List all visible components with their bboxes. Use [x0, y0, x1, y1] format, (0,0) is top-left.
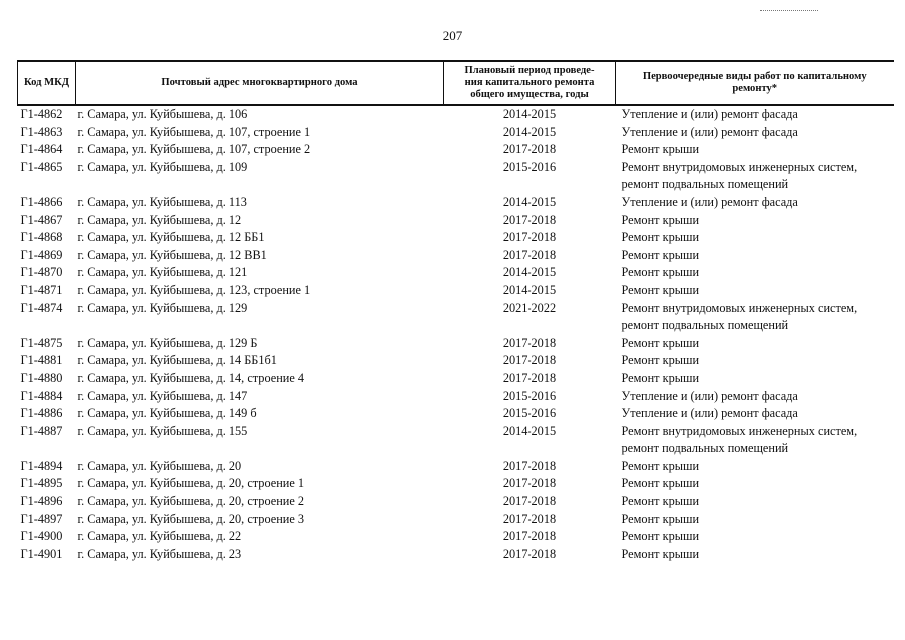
table-row — [18, 370, 894, 388]
header-row — [18, 61, 894, 105]
row-period: 2014-2015 — [502, 194, 557, 209]
row-address: г. Самара, ул. Куйбышева, д. 123, строение 1 — [77, 282, 311, 297]
table-body — [18, 105, 894, 563]
table-row — [18, 475, 894, 493]
row-period: 2017-2018 — [502, 476, 557, 491]
row-works — [616, 370, 894, 388]
row-works — [616, 475, 894, 493]
row-code: Г1-4862 — [20, 107, 63, 121]
row-works-line: Утепление и (или) ремонт фасада — [621, 124, 798, 139]
row-works — [616, 458, 894, 476]
row-code: Г1-4864 — [20, 142, 63, 157]
row-address: г. Самара, ул. Куйбышева, д. 149 б — [77, 406, 257, 421]
row-period: 2017-2018 — [502, 370, 557, 385]
row-works-line: Ремонт внутридомовых инженерных систем, — [621, 300, 858, 315]
row-works — [616, 141, 894, 159]
table-row — [18, 300, 894, 335]
scan-mark — [760, 10, 818, 11]
row-works-line: Утепление и (или) ремонт фасада — [621, 406, 798, 421]
row-address: г. Самара, ул. Куйбышева, д. 20, строение 3 — [77, 511, 305, 526]
capital-repair-table — [17, 60, 894, 563]
header-period-line: общего имущества, годы — [470, 89, 589, 100]
table-row — [18, 458, 894, 476]
row-works-line: Утепление и (или) ремонт фасада — [621, 107, 798, 121]
page-number: 207 — [442, 28, 463, 43]
row-period: 2017-2018 — [502, 247, 557, 262]
row-period: 2017-2018 — [502, 546, 557, 561]
row-works-line: Ремонт крыши — [621, 230, 700, 245]
row-period: 2017-2018 — [502, 511, 557, 526]
row-address: г. Самара, ул. Куйбышева, д. 155 — [77, 423, 248, 438]
row-code: Г1-4865 — [20, 159, 63, 174]
row-period: 2017-2018 — [502, 458, 557, 473]
table-row — [18, 335, 894, 353]
row-period: 2014-2015 — [502, 124, 557, 139]
row-address: г. Самара, ул. Куйбышева, д. 113 — [77, 194, 247, 209]
row-period: 2021-2022 — [502, 300, 557, 315]
row-period: 2015-2016 — [502, 406, 557, 421]
row-address: г. Самара, ул. Куйбышева, д. 106 — [77, 107, 248, 121]
row-works-line: ремонт подвальных помещений — [621, 318, 789, 333]
table-row — [18, 124, 894, 142]
row-address: г. Самара, ул. Куйбышева, д. 12 ВВ1 — [77, 247, 267, 262]
header-works-line: Первоочередные виды работ по капитальному — [642, 71, 867, 82]
header-period-line: Плановый период проведе- — [464, 65, 595, 76]
row-period: 2014-2015 — [502, 282, 557, 297]
row-code: Г1-4895 — [20, 476, 63, 491]
row-code: Г1-4870 — [20, 265, 63, 280]
row-works — [616, 264, 894, 282]
row-period: 2015-2016 — [502, 388, 557, 403]
table-row — [18, 528, 894, 546]
row-works-line: Ремонт крыши — [621, 529, 700, 544]
row-address: г. Самара, ул. Куйбышева, д. 20, строение 1 — [77, 476, 305, 491]
row-code: Г1-4868 — [20, 230, 63, 245]
row-code: Г1-4901 — [20, 546, 63, 561]
table-row — [18, 511, 894, 529]
row-period: 2017-2018 — [502, 212, 557, 227]
row-code: Г1-4871 — [20, 282, 63, 297]
row-address: г. Самара, ул. Куйбышева, д. 109 — [77, 159, 248, 174]
row-address: г. Самара, ул. Куйбышева, д. 14 ББ1б1 — [77, 353, 277, 368]
row-period: 2017-2018 — [502, 230, 557, 245]
table-row — [18, 105, 894, 124]
header-period-line: ния капитального ремонта — [464, 77, 595, 88]
table-row — [18, 159, 894, 194]
row-address: г. Самара, ул. Куйбышева, д. 22 — [77, 529, 242, 544]
table-row — [18, 282, 894, 300]
row-code: Г1-4894 — [20, 458, 63, 473]
row-address: г. Самара, ул. Куйбышева, д. 107, строение 1 — [77, 124, 311, 139]
row-works — [616, 546, 894, 564]
row-period: 2017-2018 — [502, 142, 557, 157]
row-works-line: ремонт подвальных помещений — [621, 441, 789, 456]
row-period: 2014-2015 — [502, 107, 557, 121]
table-row — [18, 388, 894, 406]
row-works — [616, 528, 894, 546]
table-row — [18, 423, 894, 458]
table-row — [18, 493, 894, 511]
row-period: 2014-2015 — [502, 265, 557, 280]
header-address: Почтовый адрес многоквартирного дома — [76, 61, 444, 105]
row-works-line: Ремонт крыши — [621, 476, 700, 491]
row-works — [616, 212, 894, 230]
row-code: Г1-4866 — [20, 194, 63, 209]
row-works-line: Ремонт крыши — [621, 282, 700, 297]
row-works-line: Ремонт внутридомовых инженерных систем, — [621, 159, 858, 174]
row-works — [616, 511, 894, 529]
row-address: г. Самара, ул. Куйбышева, д. 147 — [77, 388, 248, 403]
row-works-line: Ремонт крыши — [621, 142, 700, 157]
row-address: г. Самара, ул. Куйбышева, д. 12 ББ1 — [77, 230, 265, 245]
row-code: Г1-4887 — [20, 423, 63, 438]
header-period — [444, 61, 616, 105]
table-row — [18, 229, 894, 247]
row-period: 2017-2018 — [502, 529, 557, 544]
row-works — [616, 282, 894, 300]
row-period: 2017-2018 — [502, 353, 557, 368]
row-code: Г1-4874 — [20, 300, 63, 315]
row-address: г. Самара, ул. Куйбышева, д. 20 — [77, 458, 242, 473]
row-period: 2014-2015 — [502, 423, 557, 438]
row-works-line: Ремонт крыши — [621, 458, 700, 473]
row-works-line: Ремонт крыши — [621, 247, 700, 262]
row-works — [616, 124, 894, 142]
row-works — [616, 493, 894, 511]
row-works-line: Ремонт крыши — [621, 353, 700, 368]
table-row — [18, 405, 894, 423]
row-address: г. Самара, ул. Куйбышева, д. 129 Б — [77, 335, 258, 350]
row-code: Г1-4869 — [20, 247, 63, 262]
row-address: г. Самара, ул. Куйбышева, д. 107, строение 2 — [77, 142, 311, 157]
row-code: Г1-4900 — [20, 529, 63, 544]
row-works — [616, 194, 894, 212]
row-code: Г1-4867 — [20, 212, 63, 227]
row-works-line: ремонт подвальных помещений — [621, 177, 789, 192]
row-works — [616, 405, 894, 423]
row-address: г. Самара, ул. Куйбышева, д. 23 — [77, 546, 242, 561]
row-period: 2015-2016 — [502, 159, 557, 174]
table-row — [18, 194, 894, 212]
row-code: Г1-4880 — [20, 370, 63, 385]
row-works-line: Утепление и (или) ремонт фасада — [621, 194, 798, 209]
row-works — [616, 352, 894, 370]
row-code: Г1-4896 — [20, 494, 63, 509]
row-period: 2017-2018 — [502, 335, 557, 350]
row-works-line: Ремонт крыши — [621, 212, 700, 227]
row-code: Г1-4875 — [20, 335, 63, 350]
table-row — [18, 247, 894, 265]
header-works-line: ремонту* — [732, 83, 778, 94]
row-works-line: Ремонт внутридомовых инженерных систем, — [621, 423, 858, 438]
row-address: г. Самара, ул. Куйбышева, д. 121 — [77, 265, 248, 280]
row-address: г. Самара, ул. Куйбышева, д. 129 — [77, 300, 248, 315]
row-code: Г1-4881 — [20, 353, 63, 368]
row-address: г. Самара, ул. Куйбышева, д. 14, строение 4 — [77, 370, 305, 385]
row-works — [616, 335, 894, 353]
row-works-line: Утепление и (или) ремонт фасада — [621, 388, 798, 403]
row-works — [616, 229, 894, 247]
row-code: Г1-4886 — [20, 406, 63, 421]
table-row — [18, 141, 894, 159]
table-row — [18, 546, 894, 564]
row-works-line: Ремонт крыши — [621, 335, 700, 350]
table-row — [18, 212, 894, 230]
row-works-line: Ремонт крыши — [621, 511, 700, 526]
table-row — [18, 352, 894, 370]
row-period: 2017-2018 — [502, 494, 557, 509]
row-code: Г1-4897 — [20, 511, 63, 526]
row-works-line: Ремонт крыши — [621, 265, 700, 280]
row-works-line: Ремонт крыши — [621, 494, 700, 509]
header-code: Код МКД — [18, 61, 76, 105]
row-works-line: Ремонт крыши — [621, 370, 700, 385]
row-code: Г1-4884 — [20, 388, 63, 403]
row-works-line: Ремонт крыши — [621, 546, 700, 561]
row-address: г. Самара, ул. Куйбышева, д. 12 — [77, 212, 242, 227]
row-works — [616, 105, 894, 124]
row-works — [616, 423, 894, 458]
header-works — [616, 61, 894, 105]
row-works — [616, 300, 894, 335]
row-works — [616, 159, 894, 194]
table-row — [18, 264, 894, 282]
row-code: Г1-4863 — [20, 124, 63, 139]
row-works — [616, 388, 894, 406]
row-works — [616, 247, 894, 265]
table-header — [18, 61, 894, 105]
row-address: г. Самара, ул. Куйбышева, д. 20, строение 2 — [77, 494, 305, 509]
